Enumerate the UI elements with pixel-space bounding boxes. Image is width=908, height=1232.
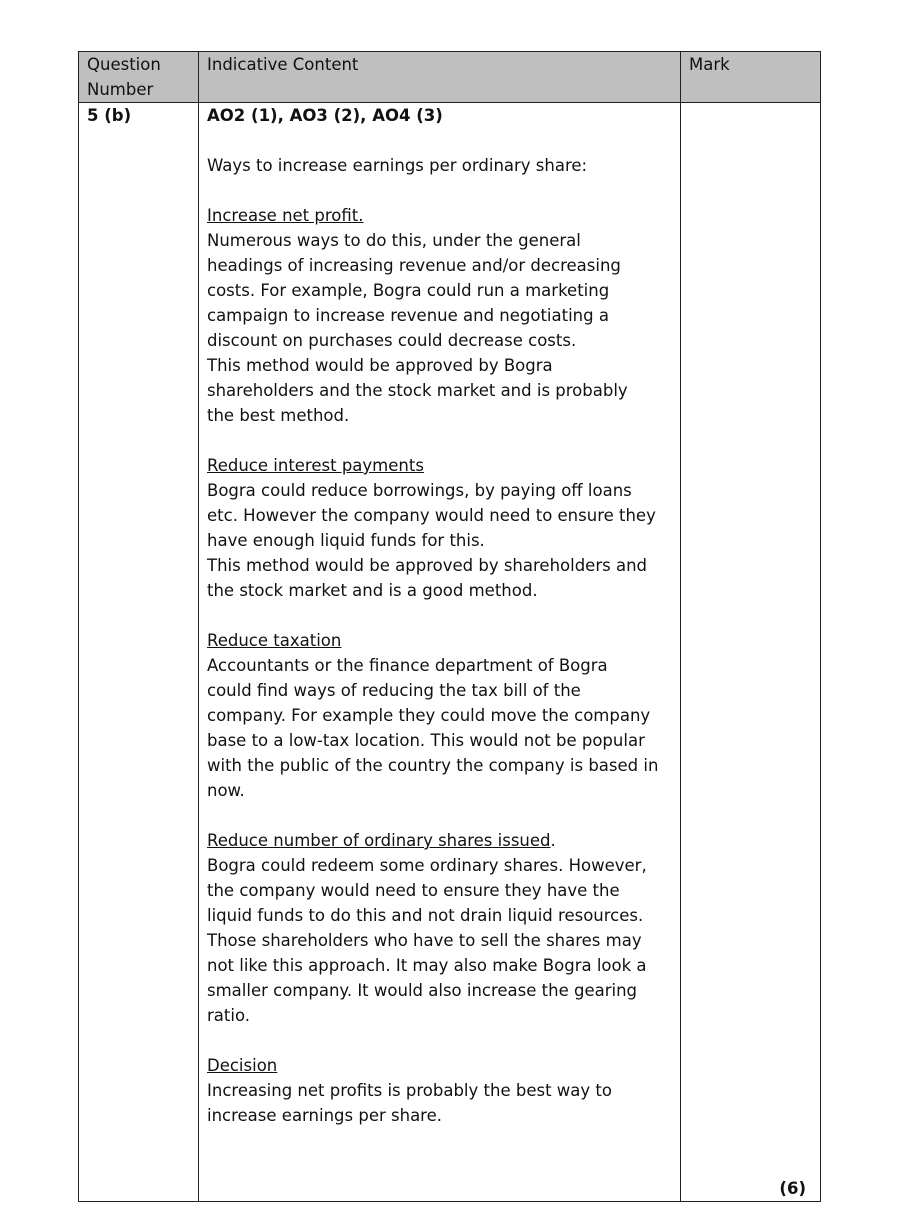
section-text-line: base to a low-tax location. This would not be popular	[207, 731, 645, 750]
section-text-line: Bogra could redeem some ordinary shares. However,	[207, 856, 647, 875]
section-text-line: smaller company. It would also increase the gearing	[207, 981, 638, 1000]
mark-scheme-table	[78, 51, 821, 1202]
table-row	[79, 103, 821, 1202]
section-text-line: This method would be approved by Bogra	[207, 356, 553, 375]
header-mark: Mark	[681, 52, 821, 103]
section-text-line: liquid funds to do this and not drain liquid resources.	[207, 906, 644, 925]
section-text-line: campaign to increase revenue and negotiating a	[207, 306, 609, 325]
header-indicative-content: Indicative Content	[199, 52, 681, 103]
question-number: 5 (b)	[79, 103, 199, 1202]
section-text-line: etc. However the company would need to ensure they	[207, 506, 656, 525]
section-text-line: shareholders and the stock market and is probably	[207, 381, 628, 400]
section-text-line: the best method.	[207, 406, 350, 425]
section-text-line: Numerous ways to do this, under the general	[207, 231, 581, 250]
content-section	[207, 628, 672, 828]
mark-total: (6)	[779, 1179, 806, 1198]
section-heading	[207, 628, 672, 653]
section-text-line: have enough liquid funds for this.	[207, 531, 485, 550]
section-text-line: costs. For example, Bogra could run a marketing	[207, 281, 610, 300]
section-text-line: could find ways of reducing the tax bill of the	[207, 681, 581, 700]
section-text-line: Accountants or the finance department of Bogra	[207, 656, 608, 675]
section-text-line: with the public of the country the company is based in	[207, 756, 659, 775]
section-heading-text: Decision	[207, 1056, 278, 1075]
section-text-line: ratio.	[207, 1006, 250, 1025]
section-text-line: now.	[207, 781, 245, 800]
section-heading-text: Reduce taxation	[207, 631, 342, 650]
section-text-line: Those shareholders who have to sell the shares may	[207, 931, 642, 950]
header-row	[79, 52, 821, 103]
content-sections	[207, 203, 672, 1128]
section-text-line: the stock market and is a good method.	[207, 581, 538, 600]
section-heading-text: Reduce interest payments	[207, 456, 424, 475]
mark-cell	[681, 103, 821, 1202]
section-text-line: increase earnings per share.	[207, 1106, 442, 1125]
intro-text: Ways to increase earnings per ordinary share:	[207, 156, 588, 175]
content-section	[207, 203, 672, 453]
section-text-line: not like this approach. It may also make Bogra look a	[207, 956, 647, 975]
section-text-line: discount on purchases could decrease costs.	[207, 331, 577, 350]
section-text-line: This method would be approved by shareholders and	[207, 556, 648, 575]
section-heading	[207, 1053, 672, 1078]
section-heading	[207, 453, 672, 478]
content-section	[207, 828, 672, 1053]
content-section	[207, 453, 672, 628]
section-text-line: Increasing net profits is probably the best way to	[207, 1081, 612, 1100]
section-heading	[207, 203, 672, 228]
section-heading	[207, 828, 672, 853]
heading-suffix: .	[550, 831, 556, 850]
section-text-line: Bogra could reduce borrowings, by paying off loans	[207, 481, 632, 500]
section-text-line: the company would need to ensure they have the	[207, 881, 620, 900]
section-heading-text: Reduce number of ordinary shares issued	[207, 831, 551, 850]
section-text-line: headings of increasing revenue and/or decreasing	[207, 256, 621, 275]
content-section	[207, 1053, 672, 1128]
assessment-objectives: AO2 (1), AO3 (2), AO4 (3)	[207, 106, 443, 125]
section-text-line: company. For example they could move the company	[207, 706, 651, 725]
header-question-number: Question Number	[79, 52, 199, 103]
indicative-content	[199, 103, 681, 1202]
section-heading-text: Increase net profit.	[207, 206, 364, 225]
